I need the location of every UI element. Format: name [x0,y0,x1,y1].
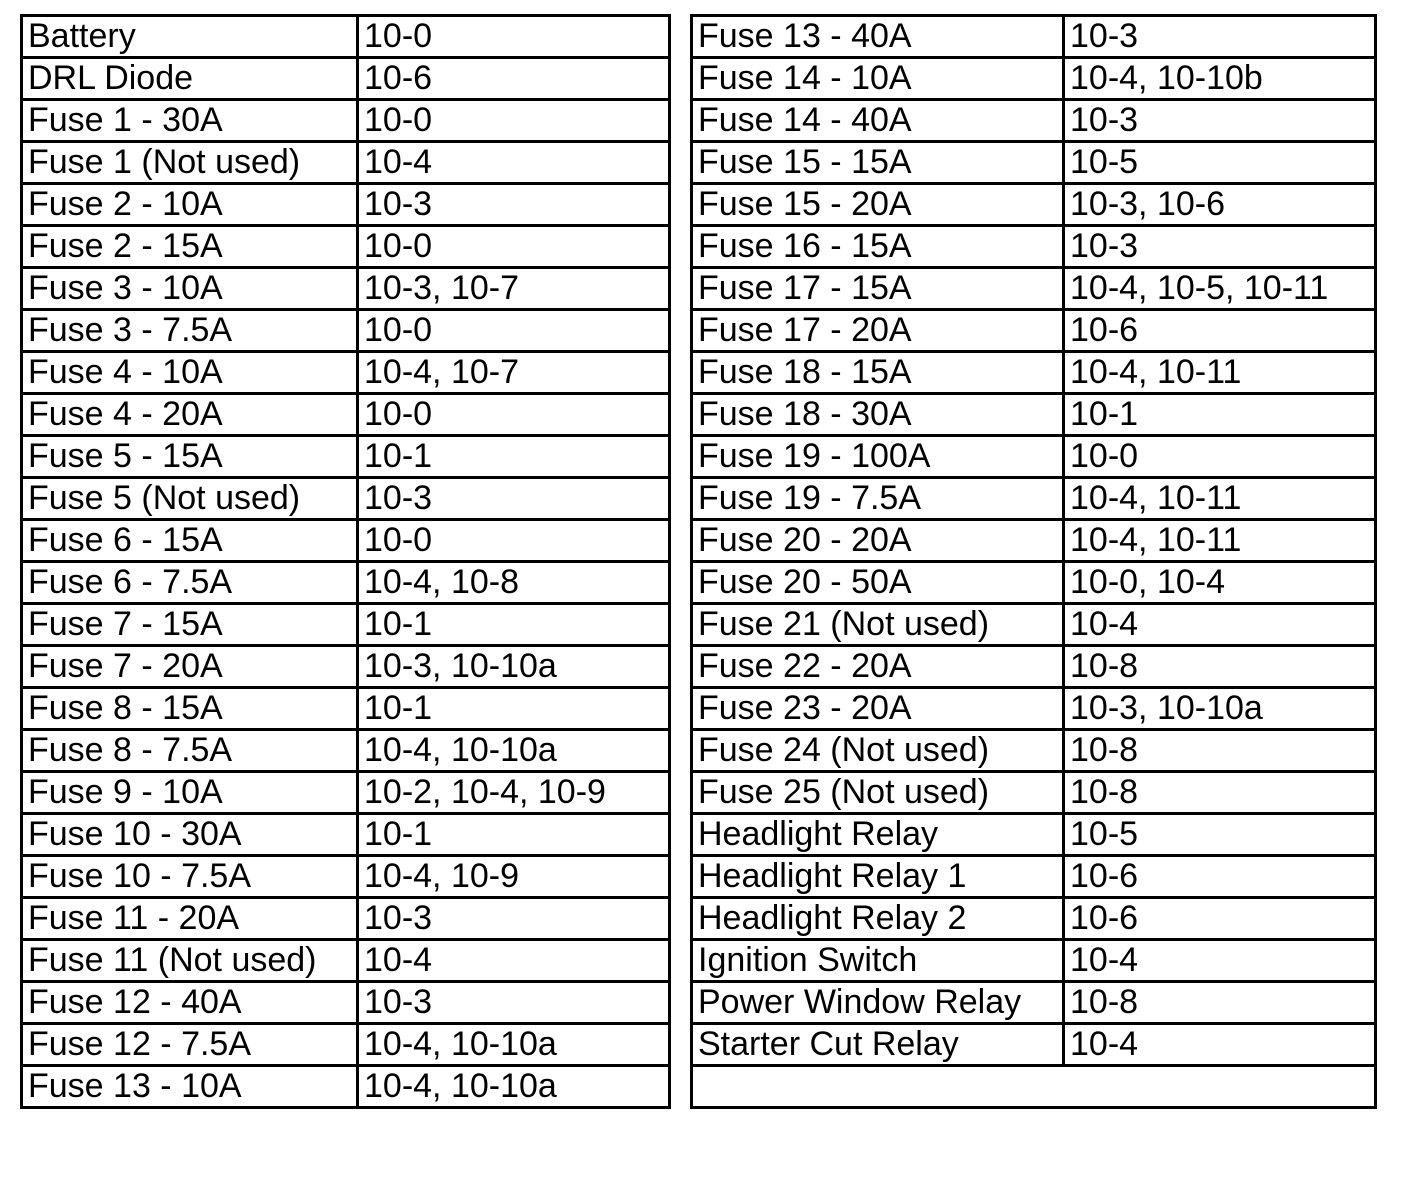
page-ref-cell: 10-6 [1064,898,1376,940]
component-cell: Fuse 6 - 7.5A [22,562,358,604]
page-ref-cell: 10-4, 10-8 [358,562,670,604]
page-ref-cell: 10-4, 10-10a [358,730,670,772]
page-ref-cell: 10-5 [1064,814,1376,856]
component-cell: Fuse 14 - 40A [692,100,1064,142]
component-cell: Fuse 20 - 20A [692,520,1064,562]
table-row [22,1066,670,1108]
page-ref-cell: 10-4, 10-7 [358,352,670,394]
component-cell: Fuse 13 - 10A [22,1066,358,1108]
component-cell: Fuse 11 - 20A [22,898,358,940]
table-row [692,646,1376,688]
page-ref-cell: 10-4 [1064,1024,1376,1066]
table-row [22,436,670,478]
component-cell: Fuse 1 - 30A [22,100,358,142]
table-row [692,184,1376,226]
component-cell: Fuse 9 - 10A [22,772,358,814]
component-cell: Fuse 18 - 15A [692,352,1064,394]
component-cell: Fuse 2 - 15A [22,226,358,268]
component-cell: Fuse 7 - 15A [22,604,358,646]
page-ref-cell: 10-4 [1064,940,1376,982]
component-cell: Fuse 4 - 20A [22,394,358,436]
table-row [22,478,670,520]
page-ref-cell: 10-0 [358,520,670,562]
page-ref-cell: 10-3, 10-10a [1064,688,1376,730]
component-cell: Starter Cut Relay [692,1024,1064,1066]
page-ref-cell: 10-4, 10-10b [1064,58,1376,100]
page-ref-cell: 10-4, 10-11 [1064,520,1376,562]
table-row [692,520,1376,562]
table-row [692,394,1376,436]
component-cell: Fuse 4 - 10A [22,352,358,394]
component-cell: Fuse 19 - 100A [692,436,1064,478]
page-ref-cell: 10-4, 10-9 [358,856,670,898]
component-cell: Fuse 5 - 15A [22,436,358,478]
component-cell: Fuse 6 - 15A [22,520,358,562]
component-cell: Fuse 13 - 40A [692,16,1064,58]
component-cell: Fuse 14 - 10A [692,58,1064,100]
component-cell: Fuse 1 (Not used) [22,142,358,184]
page-ref-cell: 10-6 [358,58,670,100]
table-row [22,58,670,100]
table-row [22,730,670,772]
component-cell: Fuse 2 - 10A [22,184,358,226]
page-ref-cell: 10-1 [358,814,670,856]
table-row [692,562,1376,604]
component-cell: Fuse 5 (Not used) [22,478,358,520]
page-ref-cell: 10-3 [1064,100,1376,142]
table-row [692,16,1376,58]
page-ref-cell: 10-3, 10-7 [358,268,670,310]
page-ref-cell: 10-0 [358,100,670,142]
component-cell: Fuse 18 - 30A [692,394,1064,436]
page-ref-cell: 10-4 [1064,604,1376,646]
component-cell: Headlight Relay 1 [692,856,1064,898]
table-row [692,142,1376,184]
table-row [692,436,1376,478]
table-row [692,730,1376,772]
right-index-body [692,16,1376,1108]
empty-row [692,1066,1376,1108]
page-ref-cell: 10-2, 10-4, 10-9 [358,772,670,814]
page-ref-cell: 10-4 [358,940,670,982]
page-ref-cell: 10-3, 10-10a [358,646,670,688]
component-cell: Fuse 20 - 50A [692,562,1064,604]
component-cell: Fuse 22 - 20A [692,646,1064,688]
table-row [692,772,1376,814]
table-row [692,58,1376,100]
component-cell: Fuse 12 - 7.5A [22,1024,358,1066]
page-ref-cell: 10-1 [358,688,670,730]
table-row [692,100,1376,142]
component-cell: Fuse 21 (Not used) [692,604,1064,646]
component-cell: Fuse 7 - 20A [22,646,358,688]
table-row [692,898,1376,940]
table-row [692,604,1376,646]
page-ref-cell: 10-8 [1064,982,1376,1024]
empty-cell [692,1066,1376,1108]
page-ref-cell: 10-0 [358,394,670,436]
component-cell: Fuse 3 - 10A [22,268,358,310]
component-cell: DRL Diode [22,58,358,100]
component-cell: Fuse 15 - 15A [692,142,1064,184]
page-ref-cell: 10-4, 10-10a [358,1024,670,1066]
page-ref-cell: 10-1 [358,436,670,478]
table-row [22,520,670,562]
right-index-table [690,14,1377,1109]
table-row [692,310,1376,352]
table-row [22,856,670,898]
component-cell: Fuse 11 (Not used) [22,940,358,982]
page-ref-cell: 10-3 [358,184,670,226]
component-cell: Fuse 12 - 40A [22,982,358,1024]
table-row [22,310,670,352]
table-row [22,940,670,982]
component-cell: Fuse 10 - 30A [22,814,358,856]
page-ref-cell: 10-8 [1064,730,1376,772]
table-row [692,688,1376,730]
component-cell: Fuse 25 (Not used) [692,772,1064,814]
table-row [692,268,1376,310]
page-ref-cell: 10-6 [1064,310,1376,352]
component-cell: Fuse 19 - 7.5A [692,478,1064,520]
page-ref-cell: 10-3 [358,898,670,940]
table-row [692,1024,1376,1066]
page-ref-cell: 10-8 [1064,646,1376,688]
table-row [692,982,1376,1024]
left-index-table [20,14,671,1109]
page-ref-cell: 10-0, 10-4 [1064,562,1376,604]
component-cell: Fuse 24 (Not used) [692,730,1064,772]
table-row [692,940,1376,982]
table-row [22,394,670,436]
page-ref-cell: 10-3 [358,478,670,520]
page-ref-cell: 10-4, 10-11 [1064,352,1376,394]
table-row [22,646,670,688]
page-ref-cell: 10-3 [1064,16,1376,58]
table-row [22,142,670,184]
component-cell: Fuse 8 - 7.5A [22,730,358,772]
page-ref-cell: 10-0 [1064,436,1376,478]
table-row [22,226,670,268]
component-cell: Headlight Relay [692,814,1064,856]
table-row [22,772,670,814]
table-row [22,16,670,58]
page-ref-cell: 10-4, 10-5, 10-11 [1064,268,1376,310]
component-cell: Power Window Relay [692,982,1064,1024]
component-cell: Fuse 17 - 15A [692,268,1064,310]
left-index-body [22,16,670,1108]
table-row [692,226,1376,268]
table-row [692,352,1376,394]
page-ref-cell: 10-4, 10-11 [1064,478,1376,520]
table-row [22,604,670,646]
table-row [22,352,670,394]
component-cell: Headlight Relay 2 [692,898,1064,940]
page-ref-cell: 10-8 [1064,772,1376,814]
page-ref-cell: 10-3, 10-6 [1064,184,1376,226]
component-cell: Battery [22,16,358,58]
table-row [22,100,670,142]
page-ref-cell: 10-4 [358,142,670,184]
table-row [692,478,1376,520]
page-ref-cell: 10-0 [358,310,670,352]
table-row [22,982,670,1024]
component-cell: Fuse 10 - 7.5A [22,856,358,898]
page-ref-cell: 10-0 [358,226,670,268]
table-row [22,184,670,226]
component-cell: Fuse 3 - 7.5A [22,310,358,352]
page-ref-cell: 10-3 [1064,226,1376,268]
component-cell: Fuse 15 - 20A [692,184,1064,226]
page-ref-cell: 10-0 [358,16,670,58]
table-row [22,562,670,604]
page-ref-cell: 10-4, 10-10a [358,1066,670,1108]
page-ref-cell: 10-3 [358,982,670,1024]
table-row [22,688,670,730]
page-ref-cell: 10-5 [1064,142,1376,184]
page-ref-cell: 10-6 [1064,856,1376,898]
table-row [692,814,1376,856]
component-cell: Fuse 23 - 20A [692,688,1064,730]
table-row [692,856,1376,898]
component-cell: Ignition Switch [692,940,1064,982]
component-cell: Fuse 16 - 15A [692,226,1064,268]
table-row [22,814,670,856]
component-cell: Fuse 8 - 15A [22,688,358,730]
table-row [22,898,670,940]
page-ref-cell: 10-1 [1064,394,1376,436]
table-row [22,1024,670,1066]
page-ref-cell: 10-1 [358,604,670,646]
table-row [22,268,670,310]
component-cell: Fuse 17 - 20A [692,310,1064,352]
